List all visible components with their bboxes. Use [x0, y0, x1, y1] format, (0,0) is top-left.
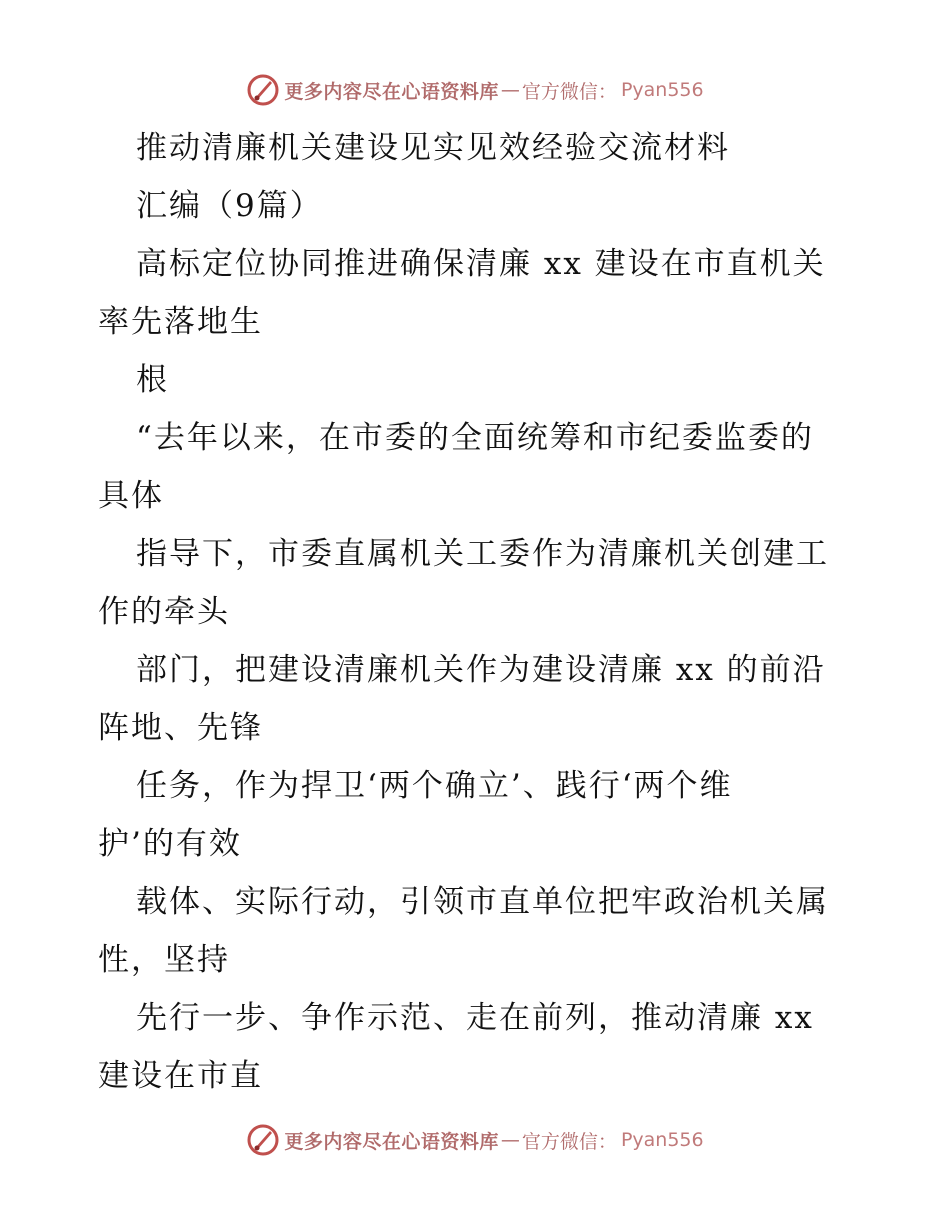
paragraph-line: 载体、实际行动，引领市直单位把牢政治机关属: [136, 884, 829, 920]
banner-wechat-id: Pyan556: [620, 79, 704, 101]
paragraph-line: 任务，作为捍卫‘两个确立’、践行‘两个维: [136, 768, 733, 804]
banner-slogan: 更多内容尽在心语资料库: [284, 1130, 499, 1153]
paragraph-line: 部门，把建设清廉机关作为建设清廉 xx 的前沿: [136, 652, 826, 688]
paragraph-line: “去年以来，在市委的全面统筹和市纪委监委的: [136, 420, 814, 456]
paragraph-line: 作的牵头: [98, 594, 230, 630]
banner-wechat-label: 官方微信：: [521, 80, 617, 103]
paragraph-line: 率先落地生: [98, 304, 263, 340]
header-banner: [0, 70, 950, 110]
paragraph-line: 具体: [98, 478, 164, 514]
paragraph-line: 性，坚持: [98, 942, 230, 978]
banner-wechat-id: Pyan556: [620, 1129, 704, 1151]
banner-slogan: 更多内容尽在心语资料库: [284, 80, 499, 103]
paragraph-line: 阵地、先锋: [98, 710, 263, 746]
banner-dash: —: [500, 79, 520, 101]
banner-wechat-label: 官方微信：: [521, 1130, 617, 1153]
document-title-continued: 汇编（9篇）: [136, 188, 323, 224]
paragraph-line: 建设在市直: [98, 1058, 263, 1094]
paragraph-line: 根: [136, 362, 169, 398]
paragraph-line: 护’的有效: [98, 826, 242, 862]
quill-logo-icon: [246, 73, 280, 107]
paragraph-line: 高标定位协同推进确保清廉 xx 建设在市直机关: [136, 246, 826, 282]
document-title: 推动清廉机关建设见实见效经验交流材料: [136, 130, 730, 166]
paragraph-line: 先行一步、争作示范、走在前列，推动清廉 xx: [136, 1000, 814, 1036]
quill-logo-icon: [246, 1123, 280, 1157]
paragraph-line: 指导下，市委直属机关工委作为清廉机关创建工: [136, 536, 829, 572]
banner-dash: —: [500, 1129, 520, 1151]
footer-banner: [0, 1120, 950, 1160]
